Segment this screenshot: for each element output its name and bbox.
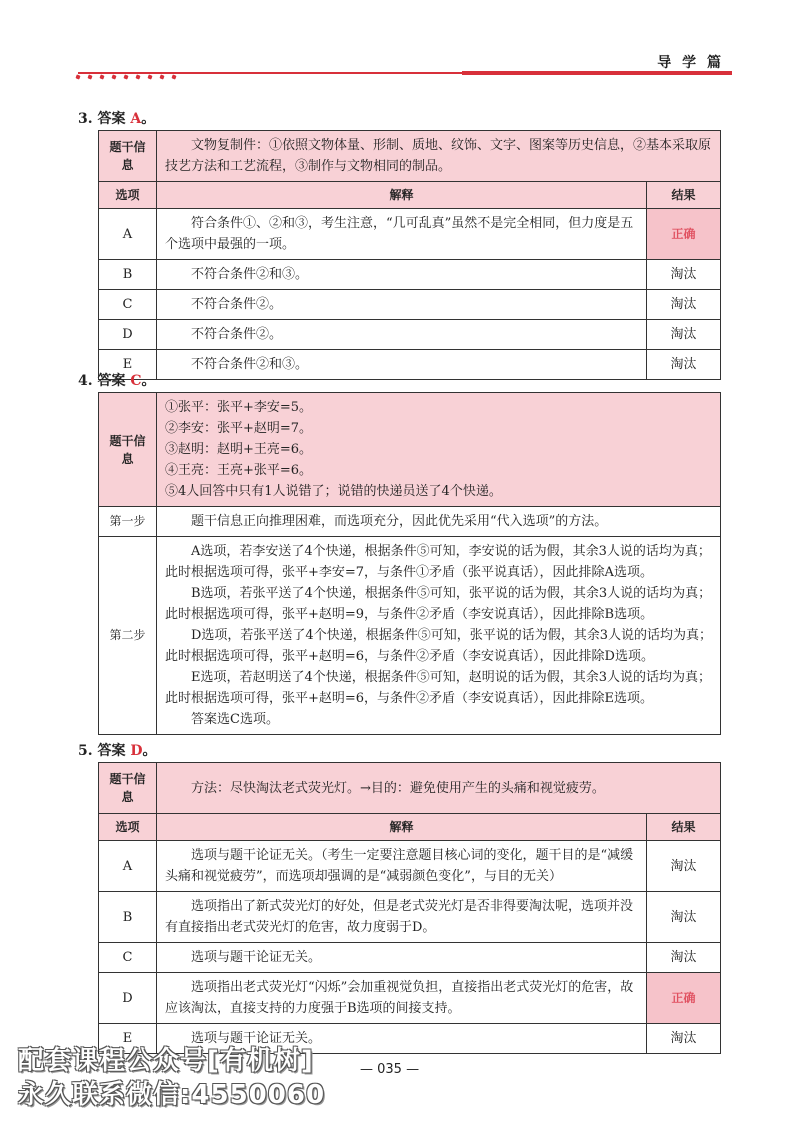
q5-row-result: 淘汰: [647, 841, 721, 892]
q3-row-result: 淘汰: [647, 260, 721, 290]
q5-stem-text: 方法：尽快淘汰老式荧光灯。→目的：避免使用产生的头痛和视觉疲劳。: [157, 763, 721, 814]
q3-stem-label: 题干信息: [99, 131, 157, 182]
q4-step2-para: 答案选C选项。: [191, 712, 279, 727]
q3-row-explanation: 符合条件①、②和③，考生注意，“几可乱真”虽然不是完全相同，但力度是五个选项中最强的一项。: [157, 209, 647, 260]
q3-stem-text: 文物复制件：①依照文物体量、形制、质地、纹饰、文字、图案等历史信息，②基本采取原技艺方法和工艺流程，③制作与文物相同的制品。: [157, 131, 721, 182]
q3-row-option: E: [99, 350, 157, 380]
q3-table: [98, 130, 721, 380]
q5-row-option: D: [99, 973, 157, 1024]
q5-row-option: A: [99, 841, 157, 892]
q4-label: 4. 答案: [78, 373, 126, 389]
q4-step2-content: [157, 537, 721, 735]
q3-heading: 3. 答案 A。: [78, 111, 156, 127]
q4-stem-line: ②李安：张平+赵明=7。: [165, 421, 313, 436]
q3-row-explanation: 不符合条件②。: [157, 320, 647, 350]
q5-row-explanation: 选项指出了新式荧光灯的好处，但是老式荧光灯是否非得要淘汰呢，选项并没有直接指出老式荧光灯的危害，故力度弱于D。: [157, 892, 647, 943]
header-rule: [78, 72, 732, 74]
table-row: [99, 320, 721, 350]
q3-row-explanation: 不符合条件②和③。: [157, 350, 647, 380]
q4-step2-para: E选项，若赵明送了4个快递，根据条件⑤可知，赵明说的话为假，其余3人说的话均为真；此时根据选项可得，张平+赵明=6，与条件②矛盾（李安说真话），因此排除E选项。: [165, 670, 712, 706]
watermark-line-1: 配套课程公众号[有机树]: [18, 1046, 314, 1076]
q4-stem-line: ⑤4人回答中只有1人说错了；说错的快递员送了4个快递。: [165, 484, 502, 499]
q4-step1-text: 题干信息正向推理困难，而选项充分，因此优先采用“代入选项”的方法。: [157, 507, 721, 537]
q5-row-explanation: 选项与题干论证无关。（考生一定要注意题目核心词的变化，题干目的是“减缓头痛和视觉疲劳”，而选项却强调的是“减弱颜色变化”，与目的无关）: [157, 841, 647, 892]
q4-stem-label: 题干信息: [99, 393, 157, 507]
q3-label: 3. 答案: [78, 111, 126, 127]
q3-row-result-correct: 正确: [647, 209, 721, 260]
q3-col-explanation: 解释: [157, 182, 647, 209]
q3-row-option: C: [99, 290, 157, 320]
q3-row-result: 淘汰: [647, 320, 721, 350]
q5-col-explanation: 解释: [157, 814, 647, 841]
table-row: [99, 350, 721, 380]
table-row: [99, 943, 721, 973]
q4-step2-para: D选项，若张平送了4个快递，根据条件⑤可知，张平说的话为假，其余3人说的话均为真；此时根据选项可得，张平+赵明=6，与条件②矛盾（李安说真话），因此排除D选项。: [165, 628, 712, 664]
q5-row-option: C: [99, 943, 157, 973]
q4-step1-label: 第一步: [99, 507, 157, 537]
q5-row-explanation: 选项指出老式荧光灯“闪烁”会加重视觉负担，直接指出老式荧光灯的危害，故应该淘汰，直接支持的力度强于B选项的间接支持。: [157, 973, 647, 1024]
q5-row-option: B: [99, 892, 157, 943]
q5-row-option: E: [99, 1024, 157, 1054]
q4-stem-lines: [157, 393, 721, 507]
q3-row-explanation: 不符合条件②。: [157, 290, 647, 320]
q5-heading: 5. 答案 D。: [78, 743, 157, 759]
table-row: [99, 841, 721, 892]
q5-row-result-correct: 正确: [647, 973, 721, 1024]
q4-stem-line: ③赵明：赵明+王亮=6。: [165, 442, 313, 457]
q5-label: 5. 答案: [78, 743, 126, 759]
q4-step2-para: B选项，若张平送了4个快递，根据条件⑤可知，张平说的话为假，其余3人说的话均为真；此时根据选项可得，张平+赵明=9，与条件②矛盾（李安说真话），因此排除B选项。: [165, 586, 712, 622]
q3-row-option: A: [99, 209, 157, 260]
q3-row-result: 淘汰: [647, 350, 721, 380]
table-row: [99, 290, 721, 320]
section-title: 导 学 篇: [657, 55, 724, 71]
q4-stem-line: ④王亮：王亮+张平=6。: [165, 463, 313, 478]
q5-table: [98, 762, 721, 1054]
q5-stem-label: 题干信息: [99, 763, 157, 814]
table-row: [99, 260, 721, 290]
q4-table: [98, 392, 721, 735]
q5-row-explanation: 选项与题干论证无关。: [157, 943, 647, 973]
q3-row-option: D: [99, 320, 157, 350]
page-number: — 035 —: [360, 1062, 420, 1077]
table-row: [99, 892, 721, 943]
q4-heading: 4. 答案 C。: [78, 373, 156, 389]
q3-row-result: 淘汰: [647, 290, 721, 320]
watermark-line-2: 永久联系微信:4550060: [18, 1080, 326, 1110]
q3-answer: A: [130, 111, 142, 127]
q5-col-option: 选项: [99, 814, 157, 841]
q4-step2-label: 第二步: [99, 537, 157, 735]
q5-row-result: 淘汰: [647, 1024, 721, 1054]
q3-col-result: 结果: [647, 182, 721, 209]
q5-row-result: 淘汰: [647, 892, 721, 943]
q4-answer: C: [130, 373, 142, 389]
q5-row-result: 淘汰: [647, 943, 721, 973]
table-row: [99, 209, 721, 260]
table-row: [99, 973, 721, 1024]
q3-col-option: 选项: [99, 182, 157, 209]
q3-row-option: B: [99, 260, 157, 290]
q3-row-explanation: 不符合条件②和③。: [157, 260, 647, 290]
q5-col-result: 结果: [647, 814, 721, 841]
q5-answer: D: [130, 743, 143, 759]
q5-row-explanation: 选项与题干论证无关。: [157, 1024, 647, 1054]
q4-stem-line: ①张平：张平+李安=5。: [165, 400, 313, 415]
q4-step2-para: A选项，若李安送了4个快递，根据条件⑤可知，李安说的话为假，其余3人说的话均为真；此时根据选项可得，张平+李安=7，与条件①矛盾（张平说真话），因此排除A选项。: [165, 544, 711, 580]
